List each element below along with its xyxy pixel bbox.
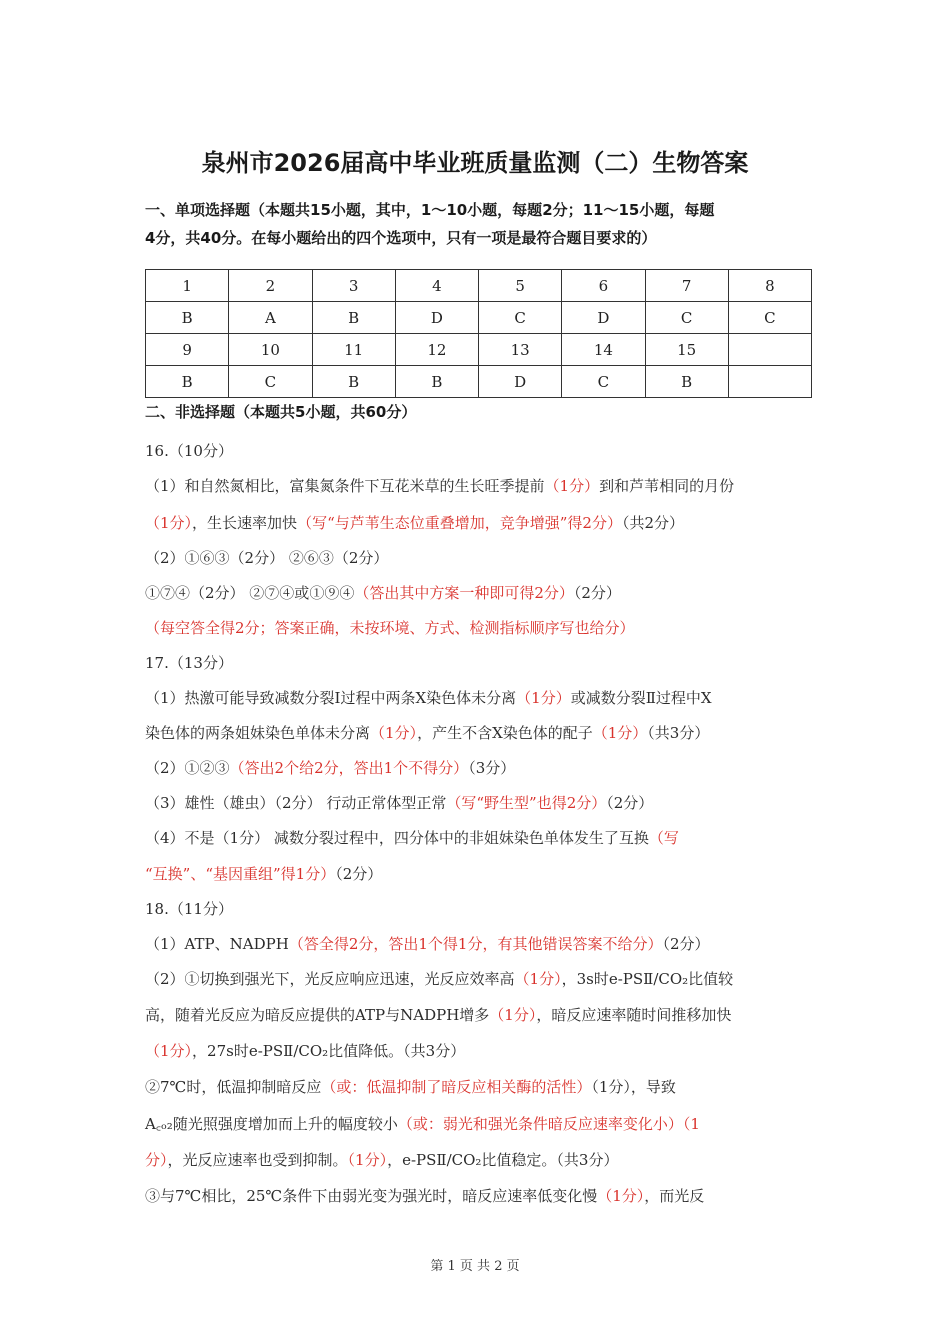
scoring-note: （或：低温抑制了暗反应相关酶的活性）	[321, 1078, 592, 1096]
scoring-note: （写	[648, 829, 679, 847]
answer-table-cell: 14	[562, 334, 645, 366]
answer-line	[145, 440, 810, 462]
answer-line	[145, 617, 810, 639]
answer-table-cell: 12	[395, 334, 478, 366]
answer-line	[145, 757, 810, 779]
answer-text: （2）①②③	[145, 759, 230, 777]
answer-text: ③与7℃相比，25℃条件下由弱光变为强光时，暗反应速率低变化慢	[145, 1187, 598, 1205]
answer-table-cell	[728, 334, 811, 366]
answer-table-row	[146, 334, 812, 366]
answer-line	[145, 933, 810, 955]
answer-text: ，e-PSⅡ/CO₂比值稳定。（共3分）	[387, 1151, 619, 1169]
answer-table-cell: D	[395, 302, 478, 334]
answer-text: 17.（13分）	[145, 654, 233, 672]
answer-table-cell: 8	[728, 270, 811, 302]
answer-table-cell: 1	[146, 270, 229, 302]
answer-line	[145, 652, 810, 674]
answer-text: （2分）	[662, 935, 710, 953]
answer-line	[145, 582, 810, 604]
answer-text: （共2分）	[621, 514, 684, 532]
answer-table-cell: 10	[229, 334, 312, 366]
answer-text: （2）①切换到强光下，光反应响应迅速，光反应效率高	[145, 970, 515, 988]
scoring-note: （每空答全得2分；答案正确，未按环境、方式、检测指标顺序写也给分）	[145, 619, 635, 637]
scoring-note: 分）	[145, 1151, 168, 1169]
section2-heading: 二、非选择题（本题共5小题，共60分）	[145, 403, 417, 421]
answer-line	[145, 827, 810, 849]
answer-table-cell: 5	[479, 270, 562, 302]
answer-text: ，生长速率加快	[192, 514, 298, 532]
answer-line	[145, 792, 810, 814]
answer-line	[145, 1004, 810, 1026]
answer-text: （1分），导致	[591, 1078, 676, 1096]
answer-line	[145, 1185, 810, 1207]
scoring-note: （1分）	[347, 1151, 388, 1169]
answer-table-cell: B	[146, 366, 229, 398]
scoring-note: （1分）	[145, 1042, 193, 1060]
answer-line	[145, 475, 810, 497]
answer-table-cell: B	[146, 302, 229, 334]
answer-table-cell: C	[645, 302, 728, 334]
answer-text: A꜀ₒ₂随光照强度增加而上升的幅度较小	[145, 1115, 398, 1133]
answer-table-cell: 2	[229, 270, 312, 302]
answer-table-row	[146, 302, 812, 334]
answer-table-cell: 11	[312, 334, 395, 366]
scoring-note: （1分）	[544, 477, 600, 495]
scoring-note: （1分）	[516, 689, 571, 707]
section1-heading	[145, 196, 810, 252]
answer-text: 高，随着光反应为暗反应提供的ATP与NADPH增多	[145, 1006, 490, 1024]
answer-table-cell: 7	[645, 270, 728, 302]
answer-table-row	[146, 366, 812, 398]
answer-table-cell: C	[728, 302, 811, 334]
answer-table-cell: 9	[146, 334, 229, 366]
answer-table-cell: C	[229, 366, 312, 398]
answer-text: （2分）	[606, 794, 654, 812]
answer-text: （共3分）	[647, 724, 710, 742]
answer-table-cell: C	[479, 302, 562, 334]
scoring-note: （1分）	[370, 724, 418, 742]
document-title: 泉州市2026届高中毕业班质量监测（二）生物答案	[201, 149, 749, 177]
page-footer: 第 1 页 共 2 页	[430, 1259, 520, 1274]
answer-text: 或减数分裂Ⅱ过程中X	[570, 689, 712, 707]
answer-text: （4）不是（1分） 减数分裂过程中，四分体中的非姐妹染色单体发生了互换	[145, 829, 649, 847]
scoring-note: （答全得2分，答出1个得1分，有其他错误答案不给分）	[288, 935, 663, 953]
answer-line	[145, 722, 810, 744]
answer-text: 到和芦苇相同的月份	[599, 477, 735, 495]
answer-line	[145, 687, 810, 709]
answer-line	[145, 898, 810, 920]
scoring-note: （或：弱光和强光条件暗反应速率变化小）（1	[397, 1115, 700, 1133]
section1-line1: 一、单项选择题（本题共15小题，其中，1～10小题，每题2分；11～15小题，每题	[145, 201, 715, 219]
section1-line2: 4分，共40分。在每小题给出的四个选项中，只有一项是最符合题目要求的）	[145, 229, 657, 247]
answer-table-cell: B	[312, 366, 395, 398]
answer-table-cell: C	[562, 366, 645, 398]
answer-line	[145, 512, 810, 534]
answer-line	[145, 968, 810, 990]
answer-table-cell: A	[229, 302, 312, 334]
answer-table-cell: 6	[562, 270, 645, 302]
answer-table-cell: 15	[645, 334, 728, 366]
answer-line	[145, 1113, 810, 1135]
scoring-note: “互换”、“基因重组”得1分）	[145, 865, 336, 883]
answer-text: ②7℃时，低温抑制暗反应	[145, 1078, 322, 1096]
answer-table-cell: D	[562, 302, 645, 334]
answer-line	[145, 1149, 810, 1171]
answer-table-cell: 4	[395, 270, 478, 302]
answer-text: ①⑦④（2分） ②⑦④或①⑨④	[145, 584, 355, 602]
answer-text: （2分）	[573, 584, 621, 602]
answer-table-cell: 3	[312, 270, 395, 302]
answer-line	[145, 863, 810, 885]
scoring-note: （答出其中方案一种即可得2分）	[354, 584, 574, 602]
answer-line	[145, 1040, 810, 1062]
answer-text: 染色体的两条姐妹染色单体未分离	[145, 724, 371, 742]
answer-text: （2）①⑥③（2分） ②⑥③（2分）	[145, 549, 389, 567]
answer-text: （1）ATP、NADPH	[145, 935, 289, 953]
scoring-note: （1分）	[597, 1187, 645, 1205]
answer-table	[145, 269, 812, 398]
scoring-note: （写“与芦苇生态位重叠增加，竞争增强”得2分）	[297, 514, 622, 532]
answer-table-cell: B	[645, 366, 728, 398]
answer-table-cell: 13	[479, 334, 562, 366]
answer-text: 16.（10分）	[145, 442, 233, 460]
answer-line	[145, 1076, 810, 1098]
answer-table-cell	[728, 366, 811, 398]
answer-text: （1）热激可能导致减数分裂Ⅰ过程中两条X染色体未分离	[145, 689, 517, 707]
answer-table-cell: D	[479, 366, 562, 398]
answer-text: （1）和自然氮相比，富集氮条件下互花米草的生长旺季提前	[145, 477, 545, 495]
answer-text: （3分）	[468, 759, 516, 777]
scoring-note: （1分）	[514, 970, 562, 988]
answer-text: ，暗反应速率随时间推移加快	[536, 1006, 732, 1024]
answer-text: ，光反应速率也受到抑制。	[167, 1151, 348, 1169]
scoring-note: （答出2个给2分，答出1个不得分）	[229, 759, 469, 777]
answer-text: 18.（11分）	[145, 900, 233, 918]
answer-line	[145, 547, 810, 569]
answer-text: ，27s时e-PSⅡ/CO₂比值降低。（共3分）	[192, 1042, 466, 1060]
scoring-note: （写“野生型”也得2分）	[446, 794, 607, 812]
answer-text: ，而光反	[644, 1187, 705, 1205]
answer-text: （3）雄性（雄虫）（2分） 行动正常体型正常	[145, 794, 447, 812]
scoring-note: （1分）	[592, 724, 648, 742]
answer-text: ，产生不含X染色体的配子	[417, 724, 593, 742]
answer-table-cell: B	[395, 366, 478, 398]
answer-table-row	[146, 270, 812, 302]
answer-table-cell: B	[312, 302, 395, 334]
answer-text: （2分）	[335, 865, 383, 883]
answer-text: ，3s时e-PSⅡ/CO₂比值较	[561, 970, 734, 988]
scoring-note: （1分）	[145, 514, 193, 532]
scoring-note: （1分）	[489, 1006, 537, 1024]
